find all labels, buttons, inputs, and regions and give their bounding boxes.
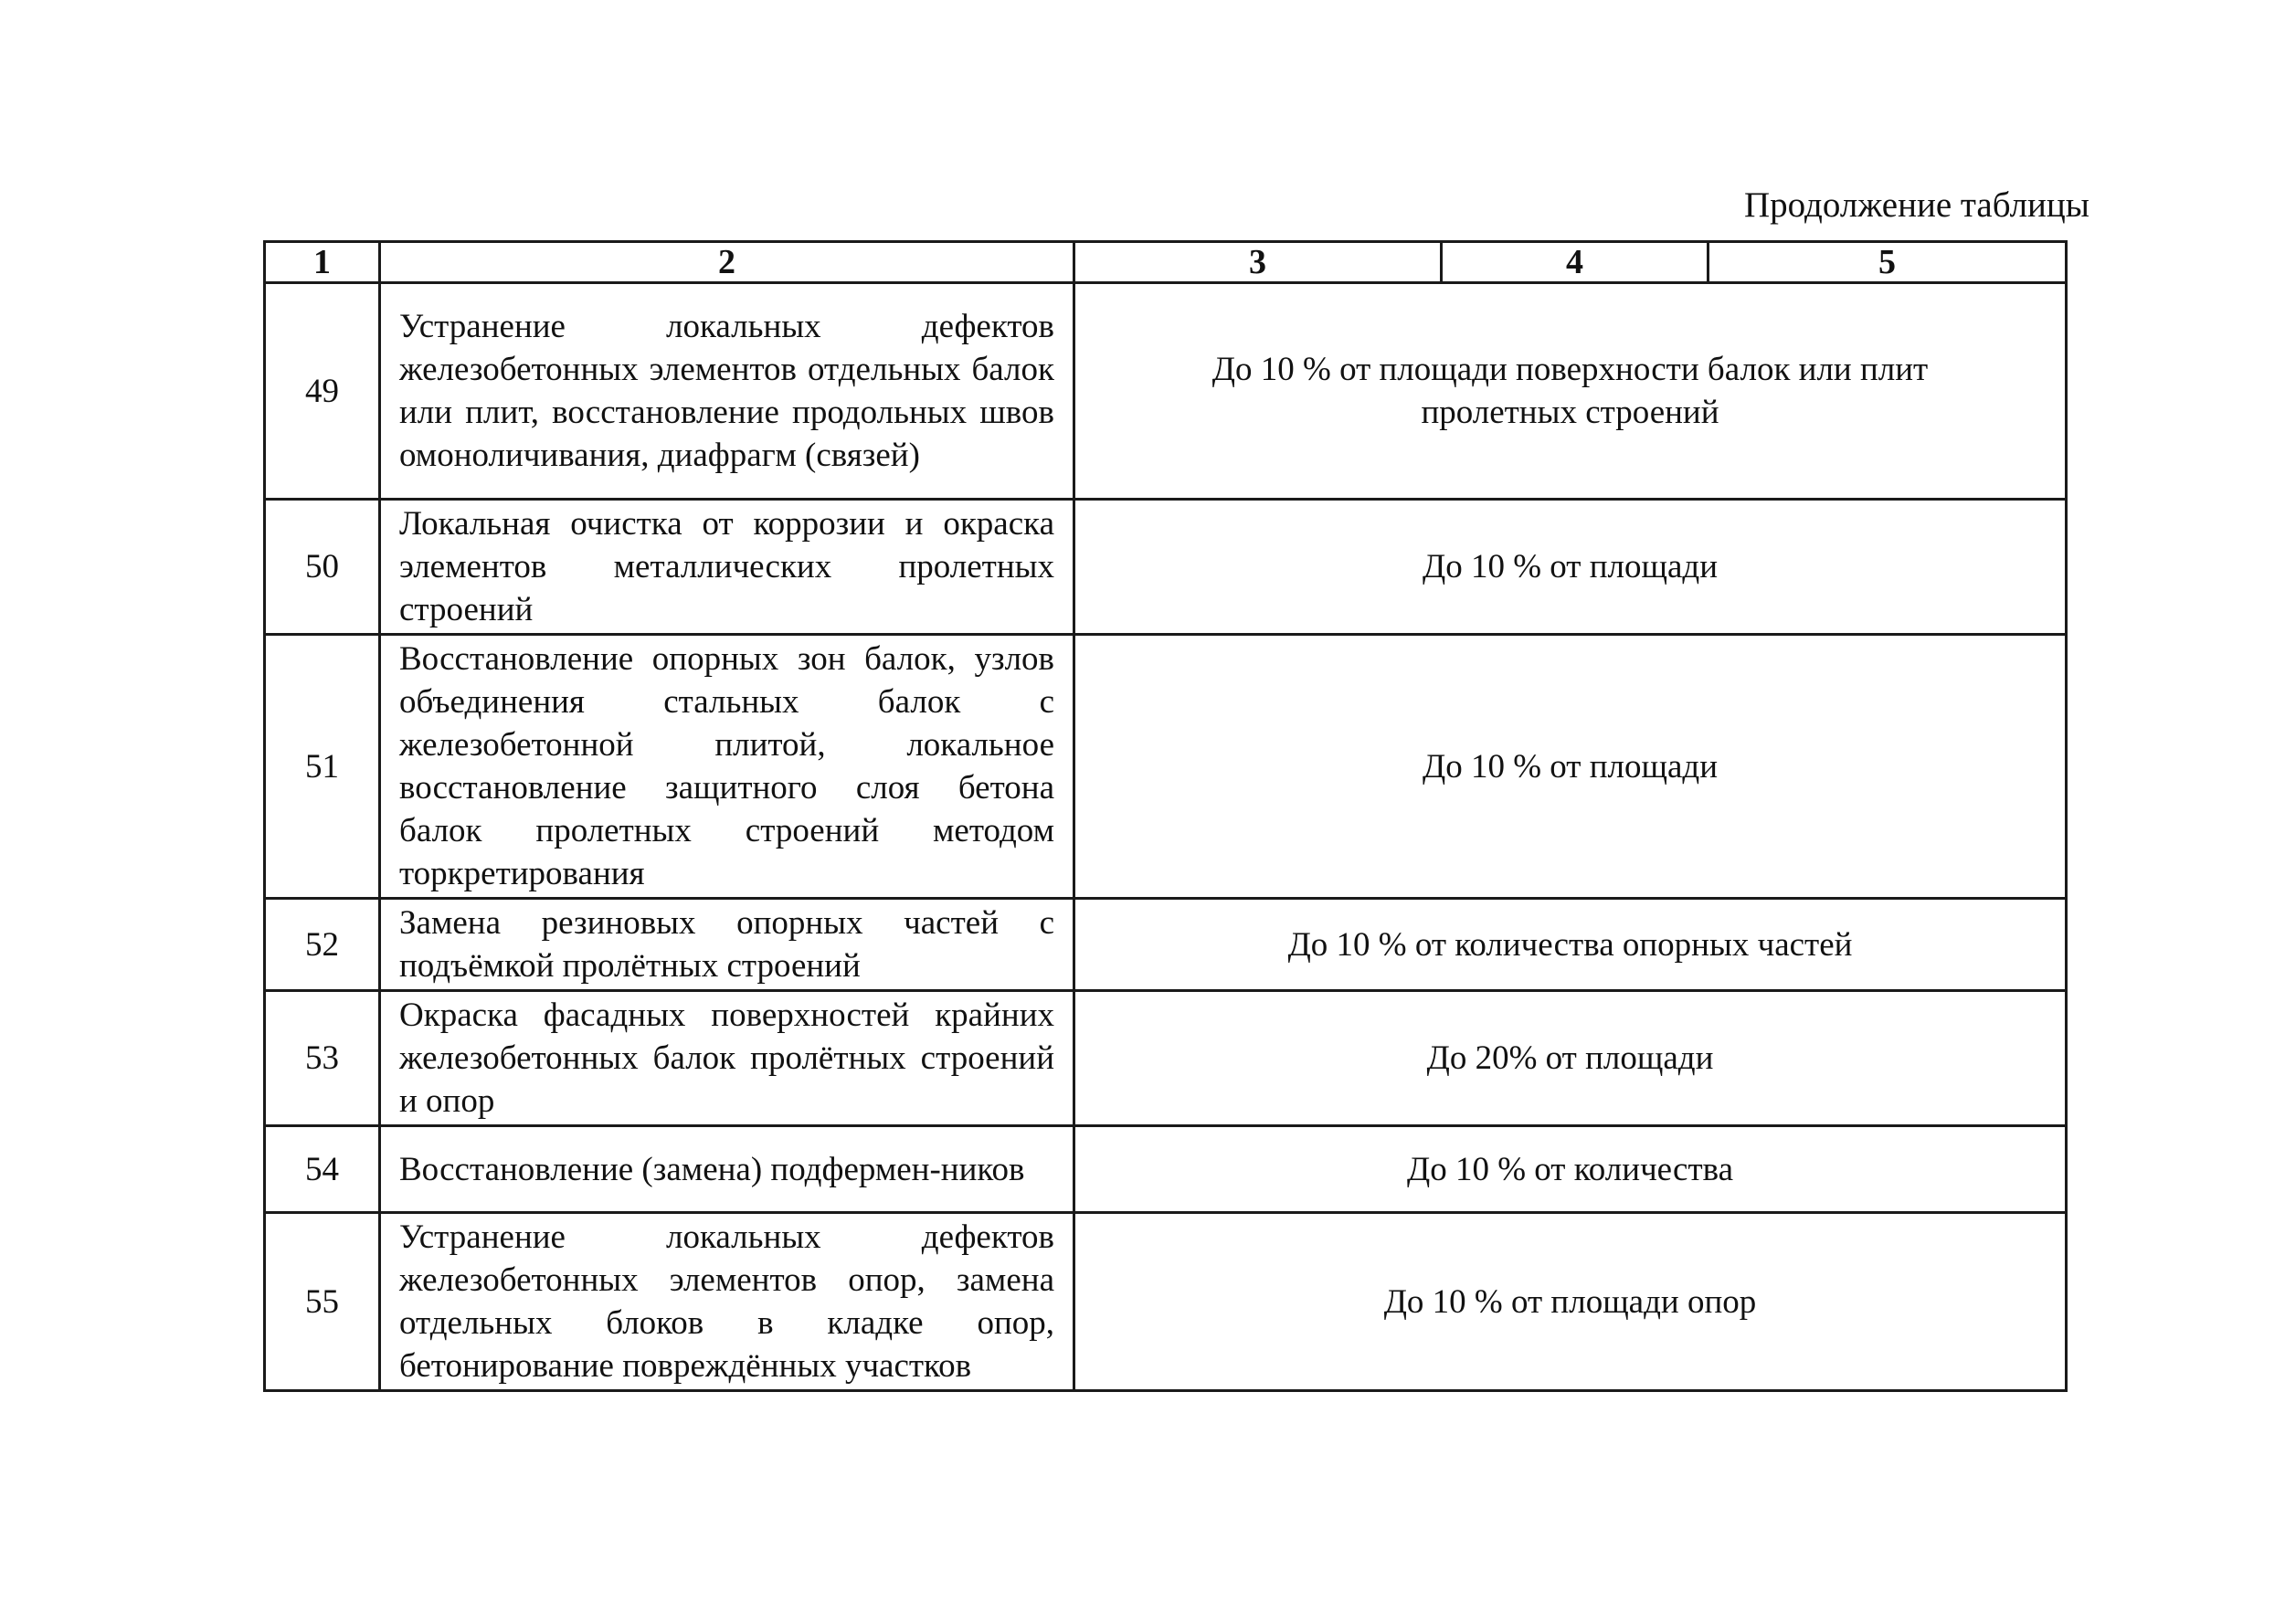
row-value: До 20% от площади	[1074, 991, 2067, 1126]
table-continuation-caption: Продолжение таблицы	[1744, 185, 2089, 225]
table-row	[265, 1126, 2067, 1213]
row-description: Устранение локальных дефектов железобетонных элементов опор, замена отдельных блоков в кладке опор, бетонирование повреждённых участков	[380, 1213, 1074, 1391]
row-description: Локальная очистка от коррозии и окраска элементов металлических пролетных строений	[380, 500, 1074, 635]
row-value: До 10 % от площади поверхности балок или плит пролетных строений	[1074, 283, 2067, 500]
row-value: До 10 % от площади	[1074, 635, 2067, 899]
table-row	[265, 899, 2067, 991]
column-header-5: 5	[1708, 242, 2067, 283]
row-value: До 10 % от количества	[1074, 1126, 2067, 1213]
table-row	[265, 635, 2067, 899]
row-description: Замена резиновых опорных частей с подъёмкой пролётных строений	[380, 899, 1074, 991]
row-value: До 10 % от количества опорных частей	[1074, 899, 2067, 991]
table-row	[265, 991, 2067, 1126]
row-description: Восстановление опорных зон балок, узлов объединения стальных балок с железобетонной плитой, локальное восстановление защитного слоя бетона балок пролетных строений методом торкретирования	[380, 635, 1074, 899]
column-header-2: 2	[380, 242, 1074, 283]
row-number: 53	[265, 991, 380, 1126]
row-number: 51	[265, 635, 380, 899]
row-description: Восстановление (замена) подфермен-ников	[380, 1126, 1074, 1213]
row-number: 50	[265, 500, 380, 635]
row-number: 54	[265, 1126, 380, 1213]
row-number: 52	[265, 899, 380, 991]
table-row	[265, 1213, 2067, 1391]
table-row	[265, 500, 2067, 635]
row-description: Устранение локальных дефектов железобетонных элементов отдельных балок или плит, восстановление продольных швов омоноличивания, диафрагм (связей)	[380, 283, 1074, 500]
row-description: Окраска фасадных поверхностей крайних железобетонных балок пролётных строений и опор	[380, 991, 1074, 1126]
table-header-row	[265, 242, 2067, 283]
data-table	[263, 240, 2068, 1392]
column-header-3: 3	[1074, 242, 1442, 283]
column-header-1: 1	[265, 242, 380, 283]
row-number: 55	[265, 1213, 380, 1391]
row-number: 49	[265, 283, 380, 500]
table-row	[265, 283, 2067, 500]
column-header-4: 4	[1442, 242, 1708, 283]
row-value: До 10 % от площади	[1074, 500, 2067, 635]
row-value: До 10 % от площади опор	[1074, 1213, 2067, 1391]
